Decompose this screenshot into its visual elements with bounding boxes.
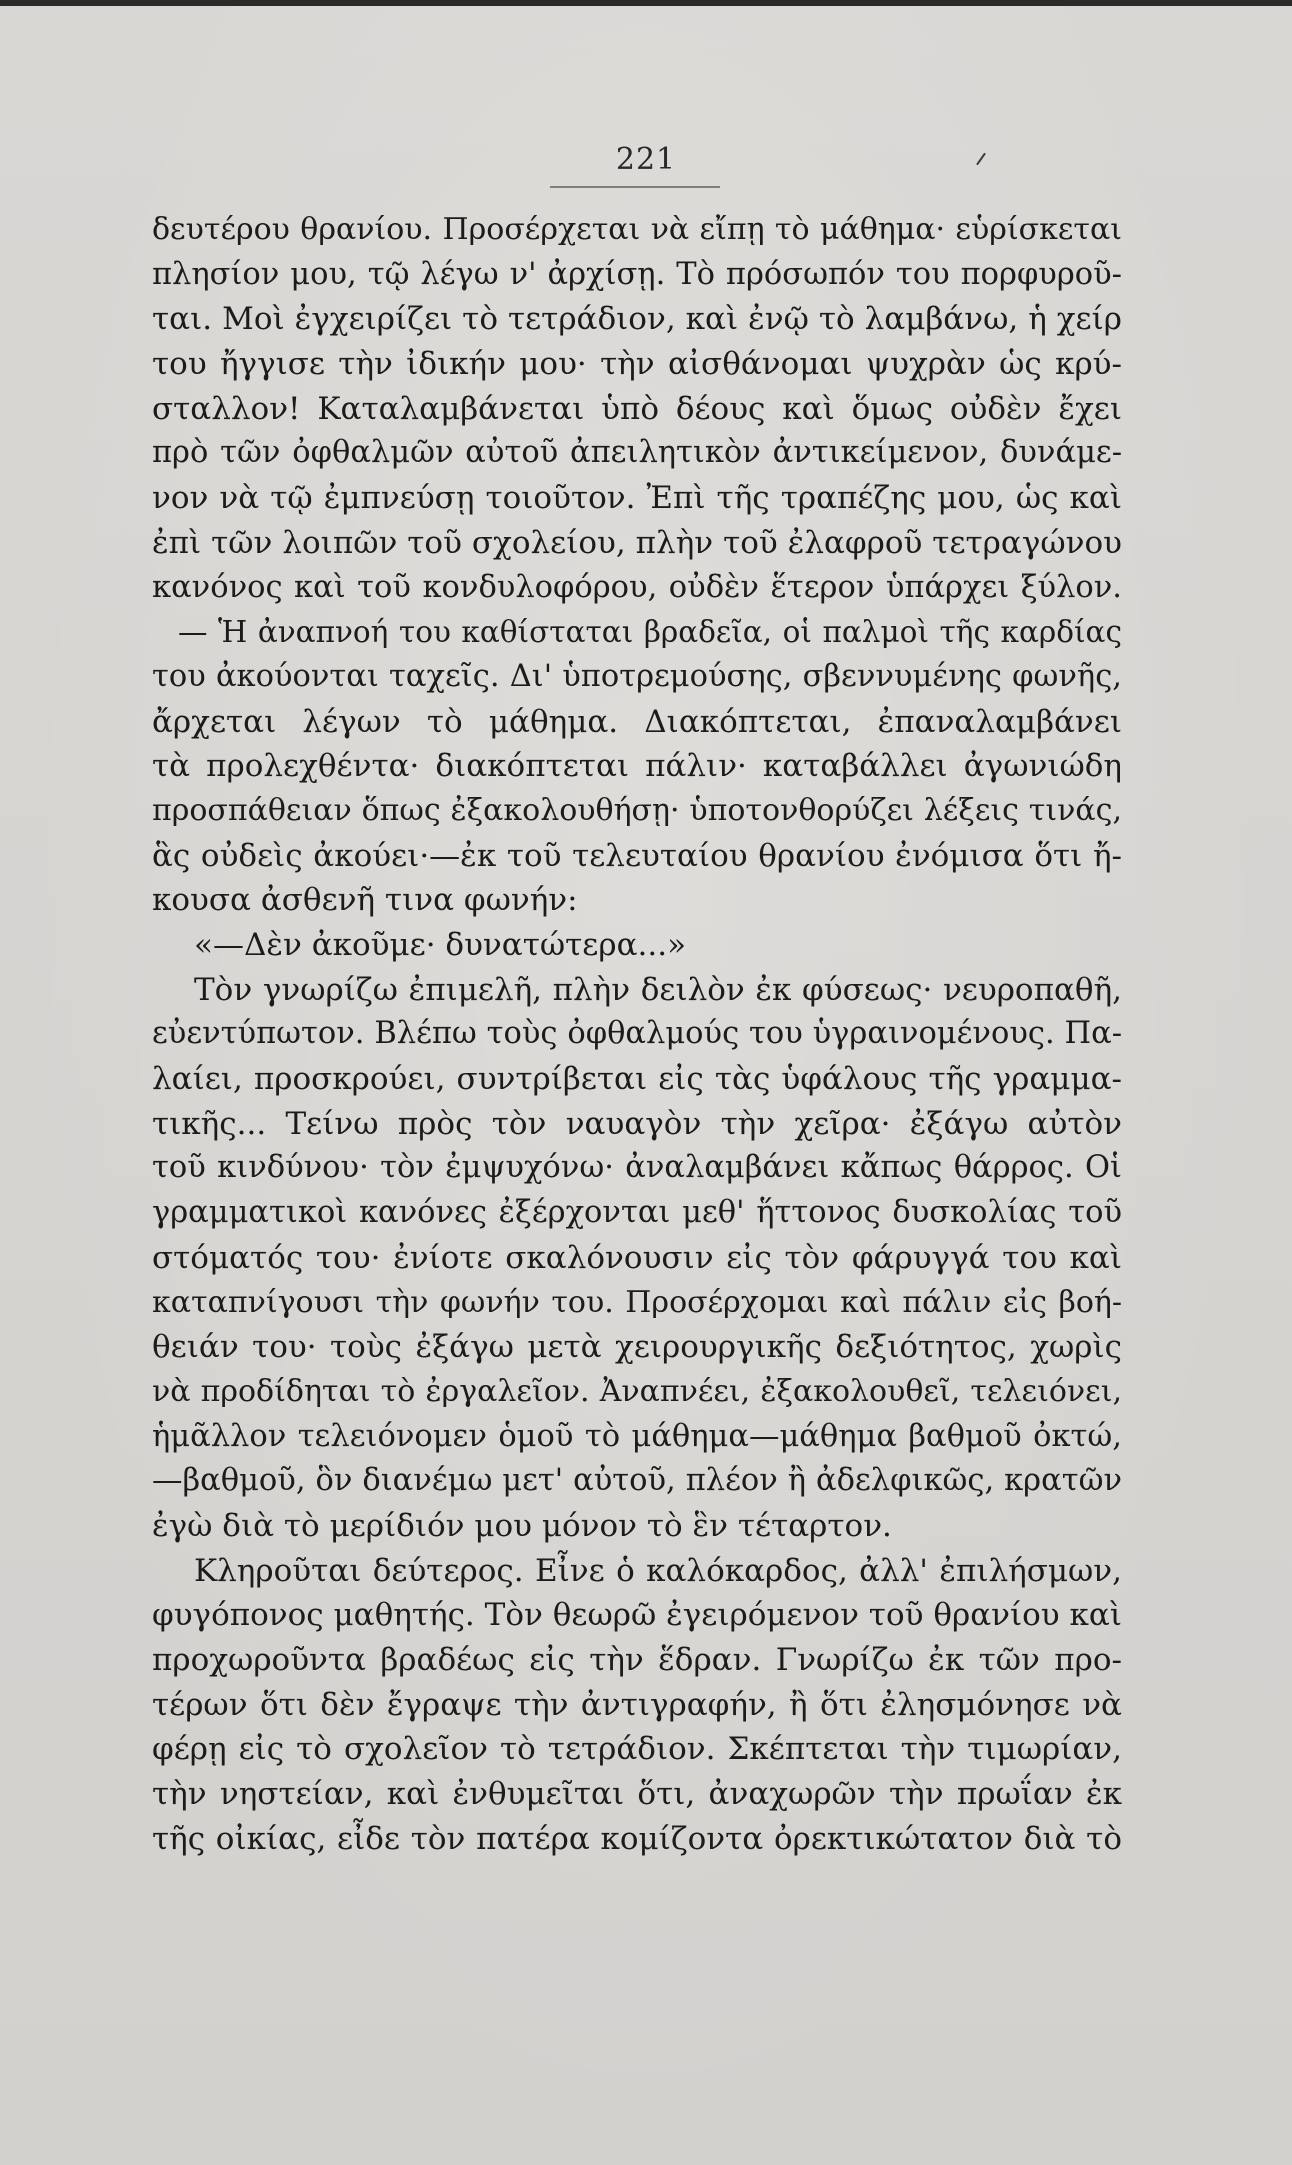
text-line: φέρῃ εἰς τὸ σχολεῖον τὸ τετράδιον. Σκέπτεται τὴν τιμωρίαν, (152, 1731, 1122, 1768)
text-line: στόματός του· ἐνίοτε σκαλόνουσιν εἰς τὸν φάρυγγά του καὶ (152, 1239, 1122, 1276)
text-line: —βαθμοῦ, ὃν διανέμω μετ' αὐτοῦ, πλέον ἢ ἀδελφικῶς, κρατῶν (152, 1463, 1122, 1499)
text-line: δευτέρου θρανίου. Προσέρχεται νὰ εἴπῃ τὸ μάθημα· εὑρίσκεται (152, 212, 1122, 247)
text-line: φυγόπονος μαθητής. Τὸν θεωρῶ ἐγειρόμενον τοῦ θρανίου καὶ (152, 1597, 1122, 1634)
text-line: του ἀκούονται ταχεῖς. Δι' ὑποτρεμούσης, σβεννυμένης φωνῆς, (152, 658, 1122, 694)
text-line: ἃς οὐδεὶς ἀκούει·—ἐκ τοῦ τελευταίου θρανίου ἐνόμισα ὅτι ἤ- (152, 837, 1122, 874)
text-line: του ἤγγισε τὴν ἰδικήν μου· τὴν αἰσθάνομαι ψυχρὰν ὡς κρύ- (152, 346, 1122, 383)
text-line: — Ἡ ἀναπνοή του καθίσταται βραδεῖα, οἱ παλμοὶ τῆς καρδίας (178, 615, 1122, 650)
text-line: τῆς οἰκίας, εἶδε τὸν πατέρα κομίζοντα ὀρεκτικώτατον διὰ τὸ (152, 1820, 1122, 1857)
text-line: νον νὰ τῷ ἐμπνεύσῃ τοιοῦτον. Ἐπὶ τῆς τραπέζης μου, ὡς καὶ (152, 480, 1122, 517)
text-line: τικῆς... Τείνω πρὸς τὸν ναυαγὸν τὴν χεῖρα· ἐξάγω αὐτὸν (152, 1105, 1122, 1142)
text-line: Κληροῦται δεύτερος. Εἶνε ὁ καλόκαρδος, ἀλλ' ἐπιλήσμων, (194, 1552, 1122, 1589)
text-line: γραμματικοὶ κανόνες ἐξέρχονται μεθ' ἥττονος δυσκολίας τοῦ (152, 1195, 1122, 1231)
text-line: σταλλον! Καταλαμβάνεται ὑπὸ δέους καὶ ὅμως οὐδὲν ἔχει (152, 390, 1122, 427)
text-line: Τὸν γνωρίζω ἐπιμελῆ, πλὴν δειλὸν ἐκ φύσεως· νευροπαθῆ, (194, 971, 1122, 1008)
text-line: τὴν νηστείαν, καὶ ἐνθυμεῖται ὅτι, ἀναχωρῶν τὴν πρωΐαν ἐκ (152, 1776, 1122, 1813)
text-line: νὰ προδίδηται τὸ ἐργαλεῖον. Ἀναπνέει, ἐξακολουθεῖ, τελειόνει, (152, 1373, 1122, 1409)
text-line: καταπνίγουσι τὴν φωνήν του. Προσέρχομαι καὶ πάλιν εἰς βοή- (152, 1284, 1122, 1320)
text-line: εὐεντύπωτον. Βλέπω τοὺς ὀφθαλμούς του ὑγραινομένους. Πα- (152, 1016, 1122, 1052)
page-number-rule (550, 186, 720, 188)
text-line: λαίει, προσκρούει, συντρίβεται εἰς τὰς ὑφάλους τῆς γραμμα- (152, 1061, 1122, 1098)
body-text (152, 208, 1122, 1861)
text-line: «—Δὲν ἀκοῦμε· δυνατώτερα...» (194, 927, 687, 963)
text-line: τέρων ὅτι δὲν ἔγραψε τὴν ἀντιγραφήν, ἢ ὅτι ἐλησμόνησε νὰ (152, 1686, 1122, 1723)
text-line: πλησίον μου, τῷ λέγω ν' ἀρχίσῃ. Τὸ πρόσωπόν του πορφυροῦ- (152, 256, 1122, 292)
text-line: θειάν του· τοὺς ἐξάγω μετὰ χειρουργικῆς δεξιότητος, χωρὶς (152, 1329, 1122, 1366)
text-line: ται. Μοὶ ἐγχειρίζει τὸ τετράδιον, καὶ ἐνῷ τὸ λαμβάνω, ἡ χείρ (152, 301, 1122, 338)
text-line: προχωροῦντα βραδέως εἰς τὴν ἕδραν. Γνωρίζω ἐκ τῶν προ- (152, 1642, 1122, 1678)
text-line: πρὸ τῶν ὀφθαλμῶν αὐτοῦ ἀπειλητικὸν ἀντικείμενον, δυνάμε- (152, 435, 1122, 471)
page-top-edge (0, 0, 1292, 6)
text-line: τὰ προλεχθέντα· διακόπτεται πάλιν· καταβάλλει ἀγωνιώδη (152, 748, 1122, 785)
text-line: ἐπὶ τῶν λοιπῶν τοῦ σχολείου, πλὴν τοῦ ἐλαφροῦ τετραγώνου (152, 524, 1122, 561)
text-line: τοῦ κινδύνου· τὸν ἐμψυχόνω· ἀναλαμβάνει κἄπως θάρρος. Οἱ (152, 1150, 1122, 1186)
text-line: προσπάθειαν ὅπως ἐξακολουθήσῃ· ὑποτονθορύζει λέξεις τινάς, (152, 792, 1122, 828)
text-line: κανόνος καὶ τοῦ κονδυλοφόρου, οὐδὲν ἕτερον ὑπάρχει ξύλον. (152, 569, 1122, 605)
text-line: ἡμᾶλλον τελειόνομεν ὁμοῦ τὸ μάθημα—μάθημα βαθμοῦ ὀκτώ, (152, 1418, 1122, 1454)
text-line: ἄρχεται λέγων τὸ μάθημα. Διακόπτεται, ἐπαναλαμβάνει (152, 703, 1122, 740)
text-line: ἐγὼ διὰ τὸ μερίδιόν μου μόνον τὸ ἓν τέταρτον. (152, 1507, 892, 1544)
text-line: κουσα ἀσθενῆ τινα φωνήν: (152, 882, 578, 919)
page-number: 221 (615, 142, 677, 177)
